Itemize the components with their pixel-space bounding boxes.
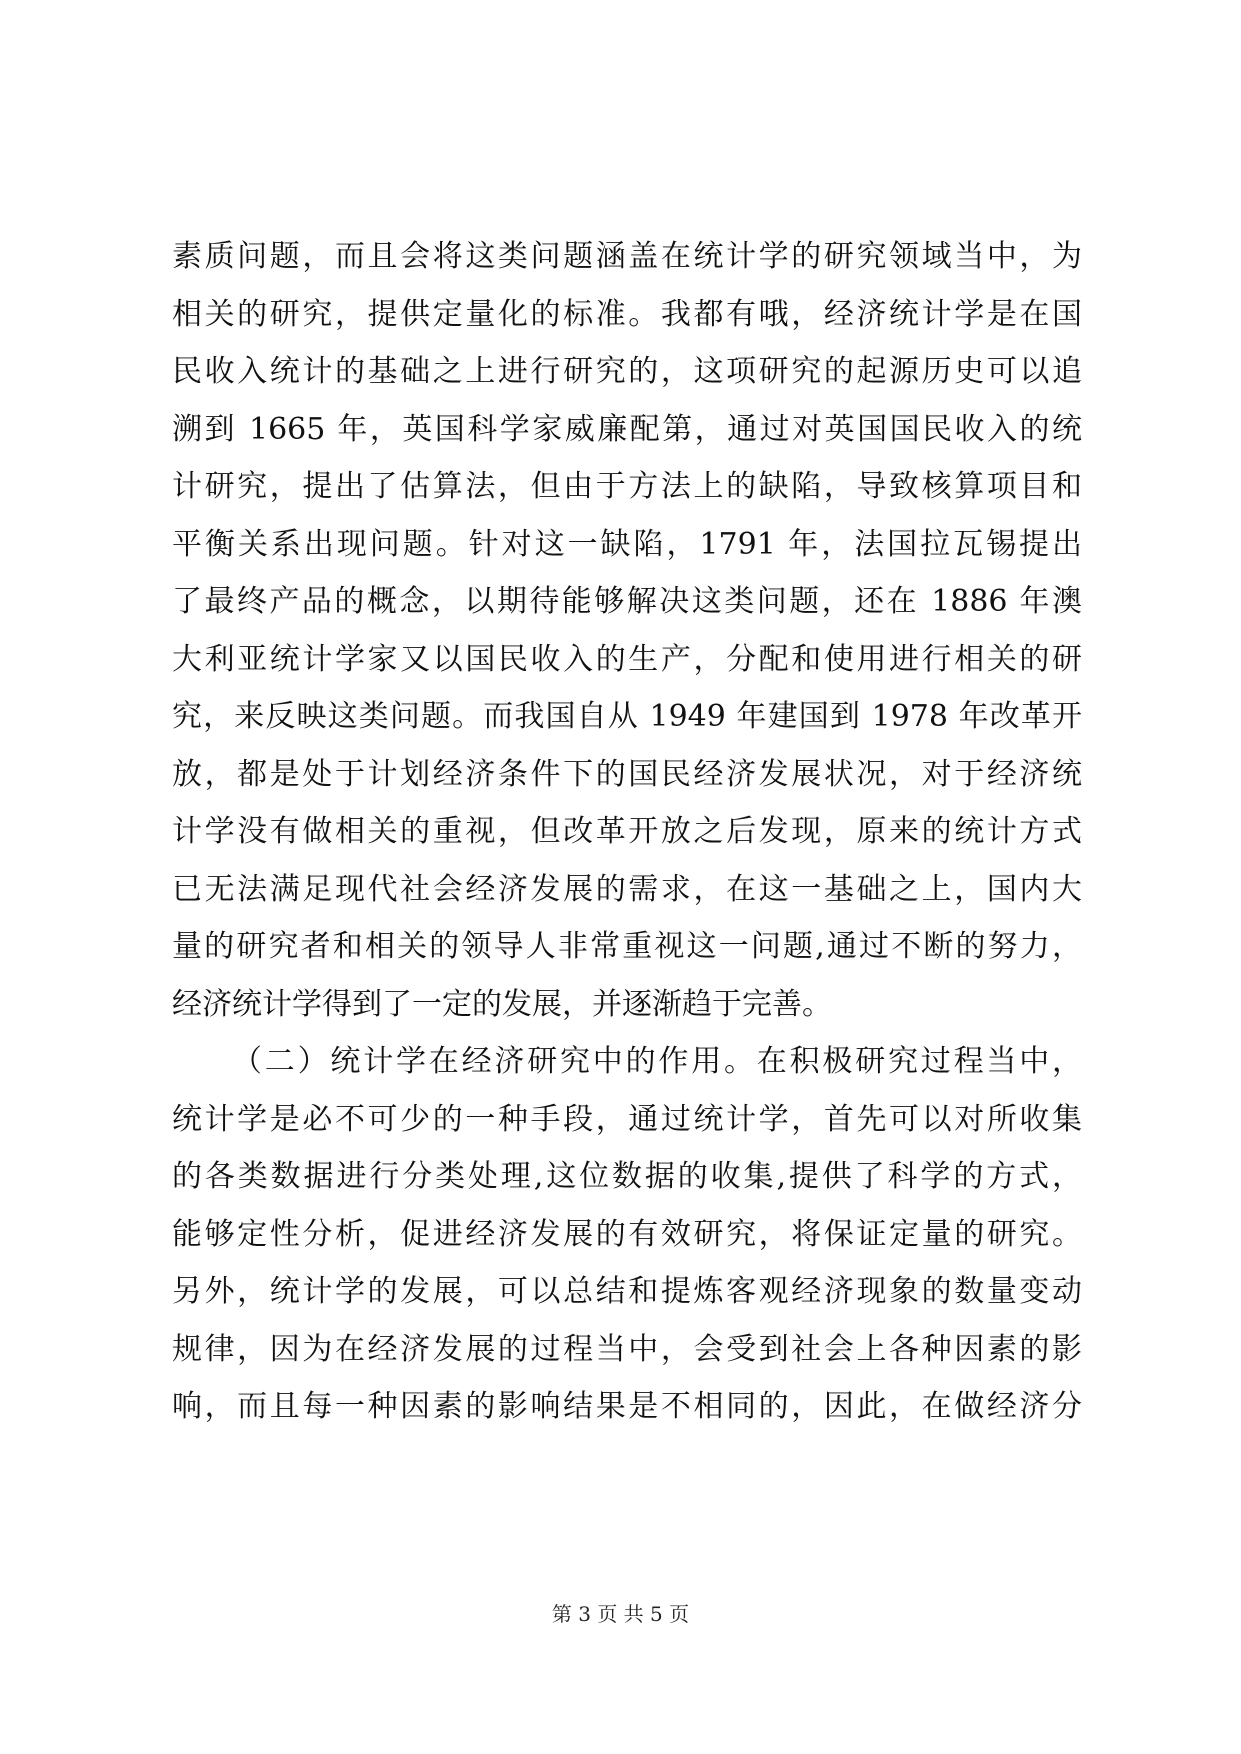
- body-text: [172, 228, 1082, 1436]
- text-line: 的各类数据进行分类处理,这位数据的收集,提供了科学的方式，: [172, 1159, 1082, 1194]
- text-line: 大利亚统计学家又以国民收入的生产，分配和使用进行相关的研: [172, 641, 1082, 677]
- text-line: 究，来反映这类问题。而我国自从 1949 年建国到 1978 年改革开: [172, 699, 1082, 734]
- text-line: 溯到 1665 年，英国科学家威廉配第，通过对英国国民收入的统: [172, 411, 1082, 447]
- text-line: 相关的研究，提供定量化的标准。我都有哦，经济统计学是在国: [172, 296, 1082, 332]
- text-line: 已无法满足现代社会经济发展的需求，在这一基础之上，国内大: [172, 871, 1082, 907]
- text-line: 素质问题，而且会将这类问题涵盖在统计学的研究领域当中，为: [172, 239, 1082, 274]
- text-line: 民收入统计的基础之上进行研究的，这项研究的起源历史可以追: [172, 354, 1082, 389]
- text-line: 统计学是必不可少的一种手段，通过统计学，首先可以对所收集: [172, 1101, 1082, 1137]
- text-line: 响，而且每一种因素的影响结果是不相同的，因此，在做经济分: [172, 1389, 1082, 1424]
- text-line: 计学没有做相关的重视，但改革开放之后发现，原来的统计方式: [172, 814, 1082, 849]
- text-line: 另外，统计学的发展，可以总结和提炼客观经济现象的数量变动: [172, 1274, 1082, 1309]
- page-number-footer: 第 3 页 共 5 页: [551, 1602, 690, 1626]
- text-line: 量的研究者和相关的领导人非常重视这一问题,通过不断的努力，: [172, 929, 1082, 964]
- text-line: 能够定性分析，促进经济发展的有效研究，将保证定量的研究。: [172, 1216, 1082, 1252]
- text-line: 计研究，提出了估算法，但由于方法上的缺陷，导致核算项目和: [172, 469, 1082, 504]
- text-line: 规律，因为在经济发展的过程当中，会受到社会上各种因素的影: [172, 1331, 1082, 1367]
- text-line: 了最终产品的概念，以期待能够解决这类问题，还在 1886 年澳: [172, 584, 1082, 619]
- text-line: 经济统计学得到了一定的发展，并逐渐趋于完善。: [172, 986, 832, 1022]
- text-line: 平衡关系出现问题。针对这一缺陷，1791 年，法国拉瓦锡提出: [172, 526, 1082, 562]
- section-heading-line: （二）统计学在经济研究中的作用。在积极研究过程当中，: [232, 1044, 1082, 1079]
- text-line: 放，都是处于计划经济条件下的国民经济发展状况，对于经济统: [172, 756, 1082, 792]
